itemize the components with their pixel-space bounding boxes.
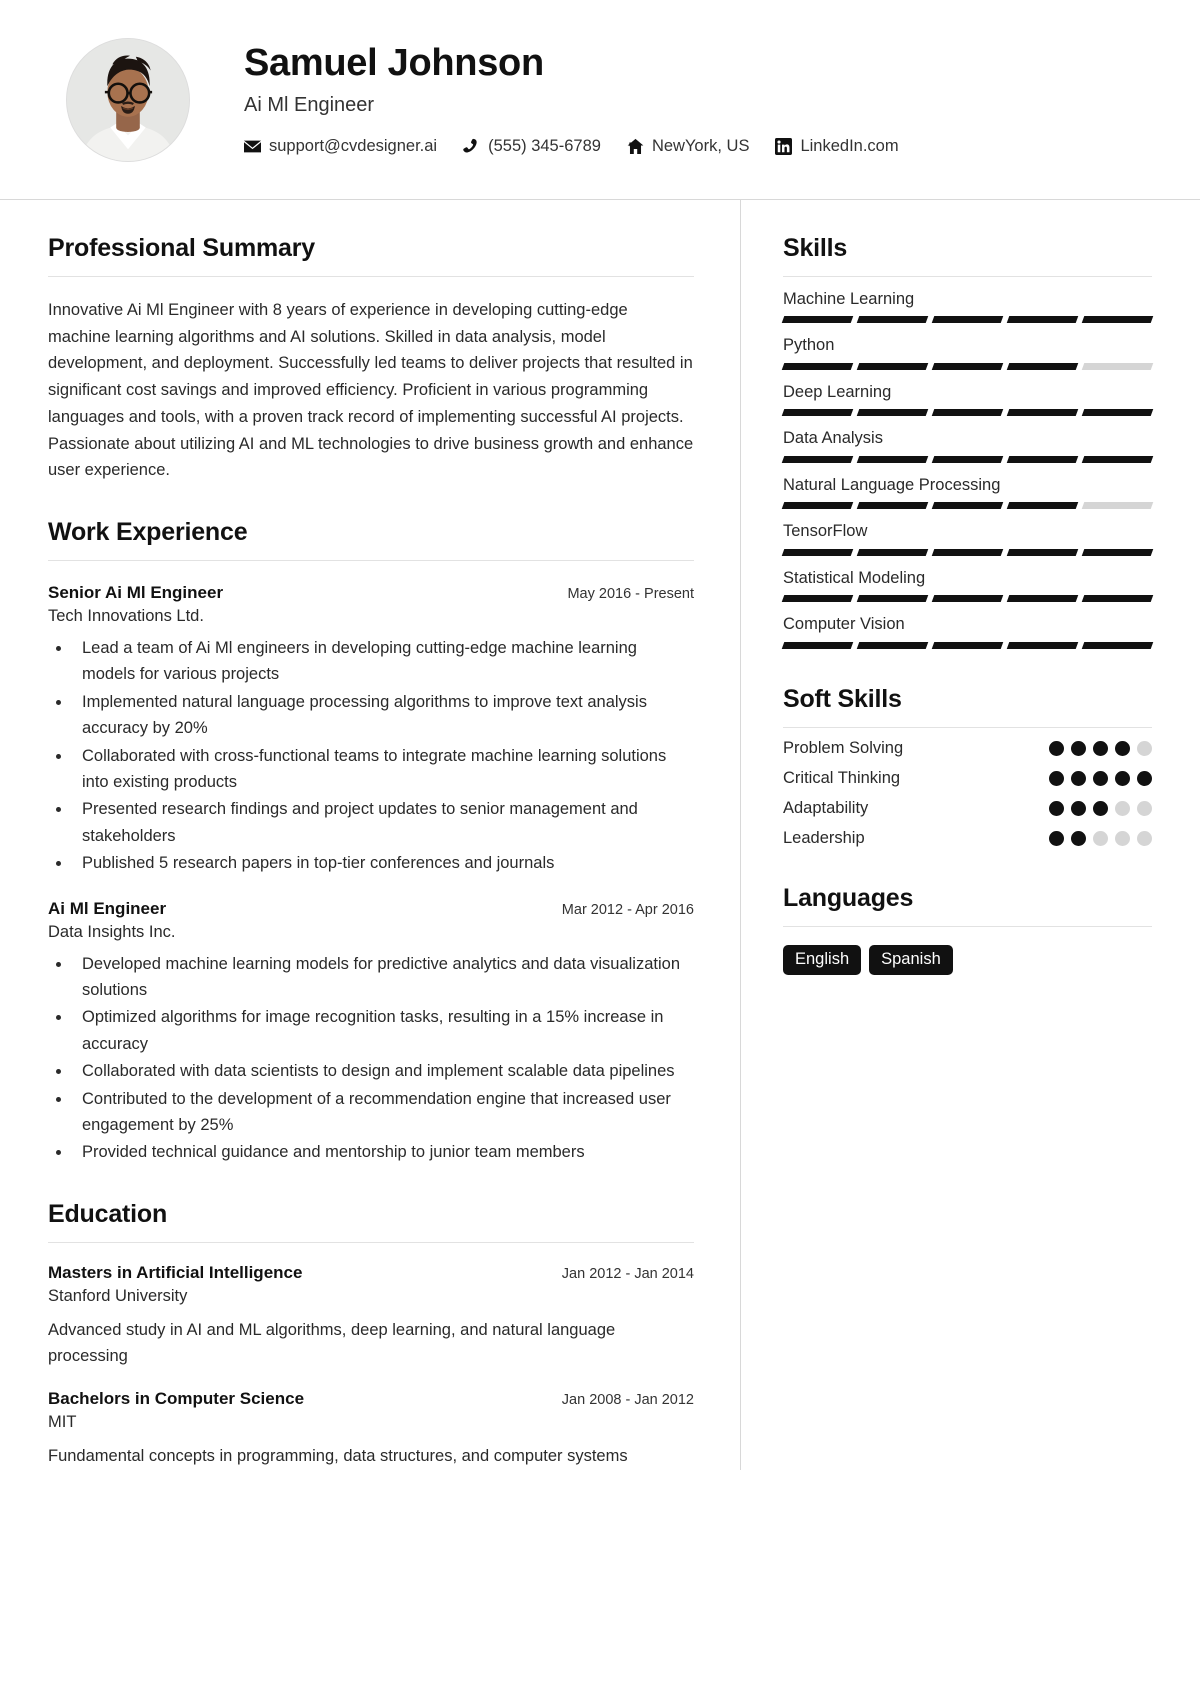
skill-segment <box>1082 502 1154 509</box>
skill-segment <box>782 642 854 649</box>
work-date: May 2016 - Present <box>567 586 694 603</box>
soft-skills-heading: Soft Skills <box>783 684 902 713</box>
section-education <box>48 1200 694 1470</box>
skill-segment <box>1007 456 1079 463</box>
skill-name: Computer Vision <box>783 615 905 634</box>
skill-segment <box>1082 642 1154 649</box>
work-date: Mar 2012 - Apr 2016 <box>561 901 694 918</box>
soft-skill-rating <box>1049 741 1152 756</box>
rating-dot <box>1115 771 1130 786</box>
education-degree: Masters in Artificial Intelligence <box>48 1262 303 1282</box>
skill-segment <box>1007 502 1079 509</box>
rating-dot <box>1049 831 1064 846</box>
skill-segment <box>932 456 1004 463</box>
contact-phone-text: (555) 345-6789 <box>488 136 601 155</box>
skill-level-bar <box>783 502 1152 509</box>
skill-segment <box>857 456 929 463</box>
education-school: MIT <box>48 1413 77 1432</box>
skill-segment <box>1082 549 1154 556</box>
skill-segment <box>932 595 1004 602</box>
list-item: • Implemented natural language processing algorithms to improve text analysis accuracy by 20% <box>72 689 694 742</box>
work-entry <box>48 899 694 1166</box>
rating-dot <box>1137 741 1152 756</box>
contact-linkedin-text: LinkedIn.com <box>800 136 899 155</box>
linkedin-icon <box>775 138 792 155</box>
languages-divider <box>783 926 1152 927</box>
skill-segment <box>1007 363 1079 370</box>
list-item: • Developed machine learning models for predictive analytics and data visualization solutions <box>72 951 694 1004</box>
soft-skill-row <box>783 739 1152 758</box>
languages-heading: Languages <box>783 883 914 912</box>
education-entry-header <box>48 1263 694 1283</box>
soft-skills-list <box>783 739 1152 848</box>
skill-row <box>783 289 1152 323</box>
rating-dot <box>1137 831 1152 846</box>
skill-segment <box>932 409 1004 416</box>
list-item: • Lead a team of Ai Ml engineers in developing cutting-edge machine learning models for various projects <box>72 635 694 688</box>
skill-segment <box>857 363 929 370</box>
rating-dot <box>1071 741 1086 756</box>
work-entry-header <box>48 583 694 603</box>
education-degree: Bachelors in Computer Science <box>48 1389 305 1409</box>
list-item: • Contributed to the development of a recommendation engine that increased user engagement by 25% <box>72 1086 694 1139</box>
skill-segment <box>1007 409 1079 416</box>
rating-dot <box>1093 771 1108 786</box>
skill-segment <box>1007 316 1079 323</box>
skill-segment <box>782 502 854 509</box>
work-role: Ai Ml Engineer <box>48 898 167 918</box>
skill-segment <box>1082 316 1154 323</box>
resume-header <box>0 0 1200 200</box>
section-languages <box>783 884 1152 975</box>
rating-dot <box>1115 801 1130 816</box>
section-work-experience <box>48 518 694 1166</box>
skill-segment <box>782 549 854 556</box>
language-badge: English <box>783 945 861 975</box>
summary-heading: Professional Summary <box>48 234 315 262</box>
header-text <box>244 43 899 156</box>
rating-dot <box>1093 741 1108 756</box>
rating-dot <box>1049 741 1064 756</box>
skill-row <box>783 521 1152 555</box>
soft-skill-name: Leadership <box>783 828 865 847</box>
contact-email[interactable] <box>244 137 437 156</box>
soft-skills-divider <box>783 727 1152 728</box>
contact-location[interactable] <box>627 137 750 156</box>
envelope-icon <box>244 138 261 155</box>
skill-segment <box>1082 456 1154 463</box>
page-title: Samuel Johnson <box>244 42 544 85</box>
soft-skill-name: Problem Solving <box>783 738 904 757</box>
skills-divider <box>783 276 1152 277</box>
soft-skill-rating <box>1049 771 1152 786</box>
main-column <box>0 200 740 1470</box>
work-company: Data Insights Inc. <box>48 922 176 941</box>
skill-level-bar <box>783 409 1152 416</box>
education-divider <box>48 1242 694 1243</box>
skill-segment <box>1007 595 1079 602</box>
skill-row <box>783 428 1152 462</box>
section-professional-summary <box>48 234 694 484</box>
education-entry <box>48 1389 694 1469</box>
skill-segment <box>1082 409 1154 416</box>
skill-segment <box>857 502 929 509</box>
skill-row <box>783 382 1152 416</box>
resume-body <box>0 200 1200 1470</box>
skill-level-bar <box>783 363 1152 370</box>
skill-segment <box>932 502 1004 509</box>
skill-segment <box>857 316 929 323</box>
list-item: • Collaborated with cross-functional teams to integrate machine learning solutions into existing products <box>72 743 694 796</box>
home-icon <box>627 138 644 155</box>
soft-skill-row <box>783 769 1152 788</box>
rating-dot <box>1093 801 1108 816</box>
rating-dot <box>1137 771 1152 786</box>
skill-segment <box>782 409 854 416</box>
skill-row <box>783 335 1152 369</box>
skill-level-bar <box>783 595 1152 602</box>
avatar <box>66 38 190 162</box>
rating-dot <box>1049 801 1064 816</box>
skill-segment <box>932 642 1004 649</box>
contact-linkedin[interactable] <box>775 137 898 156</box>
rating-dot <box>1115 831 1130 846</box>
list-item: • Collaborated with data scientists to design and implement scalable data pipelines <box>72 1058 694 1084</box>
section-soft-skills <box>783 685 1152 848</box>
skill-segment <box>857 549 929 556</box>
rating-dot <box>1137 801 1152 816</box>
skill-level-bar <box>783 316 1152 323</box>
list-item: • Optimized algorithms for image recognition tasks, resulting in a 15% increase in accuracy <box>72 1004 694 1057</box>
skill-segment <box>782 363 854 370</box>
skill-segment <box>782 316 854 323</box>
soft-skill-rating <box>1049 801 1152 816</box>
work-heading: Work Experience <box>48 518 248 547</box>
contact-location-text: NewYork, US <box>651 136 750 155</box>
rating-dot <box>1093 831 1108 846</box>
skill-segment <box>857 409 929 416</box>
skill-segment <box>857 595 929 602</box>
section-skills <box>783 234 1152 649</box>
education-heading: Education <box>48 1199 168 1228</box>
rating-dot <box>1049 771 1064 786</box>
skill-name: Python <box>783 336 835 355</box>
skill-name: Statistical Modeling <box>783 568 926 587</box>
work-entry-header <box>48 899 694 919</box>
education-description: Advanced study in AI and ML algorithms, deep learning, and natural language processing <box>48 1320 616 1366</box>
soft-skill-rating <box>1049 831 1152 846</box>
skill-name: Deep Learning <box>783 382 892 401</box>
work-bullets <box>72 951 694 1166</box>
soft-skill-row <box>783 799 1152 818</box>
skill-name: TensorFlow <box>783 522 868 541</box>
education-school: Stanford University <box>48 1286 188 1305</box>
work-bullets <box>72 635 694 877</box>
skill-segment <box>1007 549 1079 556</box>
work-role: Senior Ai Ml Engineer <box>48 583 224 603</box>
contact-email-text: support@cvdesigner.ai <box>269 136 438 155</box>
skill-segment <box>932 363 1004 370</box>
skill-segment <box>932 549 1004 556</box>
skill-level-bar <box>783 456 1152 463</box>
soft-skill-name: Critical Thinking <box>783 768 901 787</box>
list-item: • Presented research findings and project updates to senior management and stakeholders <box>72 796 694 849</box>
rating-dot <box>1071 771 1086 786</box>
contact-phone[interactable] <box>463 137 601 156</box>
work-divider <box>48 560 694 561</box>
work-entry <box>48 583 694 877</box>
education-description: Fundamental concepts in programming, data structures, and computer systems <box>48 1447 628 1466</box>
skills-list <box>783 289 1152 649</box>
skill-segment <box>1082 363 1154 370</box>
sidebar-column <box>740 200 1200 1470</box>
summary-text: Innovative Ai Ml Engineer with 8 years of experience in developing cutting-edge machine learning algorithms and AI solutions. Skilled in data analysis, model development, and deployment. Successfully led teams to deliver projects that resulted in significant cost savings and improved efficiency. Proficient in various programming languages and tools, with a proven track record of implementing successful AI projects. Passionate about utilizing AI and ML technologies to drive business growth and enhance user experience. <box>48 301 694 480</box>
skill-row <box>783 614 1152 648</box>
rating-dot <box>1115 741 1130 756</box>
skill-row <box>783 568 1152 602</box>
education-entry <box>48 1263 694 1370</box>
skill-name: Data Analysis <box>783 429 883 448</box>
phone-icon <box>463 138 480 155</box>
skill-segment <box>932 316 1004 323</box>
skill-segment <box>782 595 854 602</box>
work-company: Tech Innovations Ltd. <box>48 607 204 626</box>
skill-segment <box>1082 595 1154 602</box>
list-item: • Provided technical guidance and mentorship to junior team members <box>72 1139 694 1165</box>
education-entry-header <box>48 1389 694 1409</box>
education-date: Jan 2012 - Jan 2014 <box>561 1265 694 1282</box>
list-item: • Published 5 research papers in top-tier conferences and journals <box>72 850 694 876</box>
education-date: Jan 2008 - Jan 2012 <box>561 1392 694 1409</box>
languages-list <box>783 945 1152 975</box>
skill-name: Natural Language Processing <box>783 475 1001 494</box>
summary-divider <box>48 276 694 277</box>
skill-segment <box>782 456 854 463</box>
rating-dot <box>1071 831 1086 846</box>
job-title: Ai Ml Engineer <box>244 93 375 116</box>
skills-heading: Skills <box>783 234 848 262</box>
skill-name: Machine Learning <box>783 290 915 308</box>
rating-dot <box>1071 801 1086 816</box>
soft-skill-row <box>783 829 1152 848</box>
contact-list <box>244 137 899 156</box>
skill-segment <box>1007 642 1079 649</box>
skill-level-bar <box>783 642 1152 649</box>
skill-row <box>783 475 1152 509</box>
skill-level-bar <box>783 549 1152 556</box>
skill-segment <box>857 642 929 649</box>
language-badge: Spanish <box>869 945 953 975</box>
soft-skill-name: Adaptability <box>783 798 869 817</box>
